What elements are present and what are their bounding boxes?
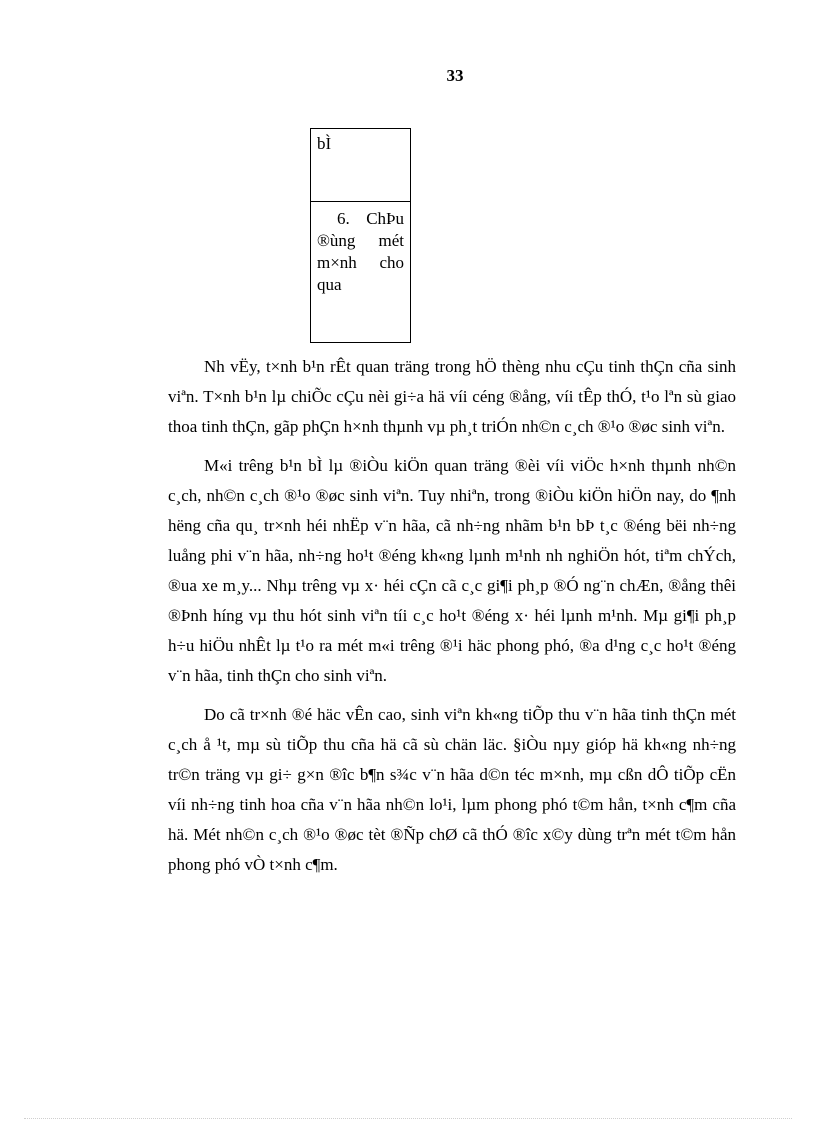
page-number: 33 — [446, 66, 464, 85]
body-text — [168, 352, 736, 889]
paragraph-3: Do cã tr×nh ®é häc vÊn cao, sinh viªn kh«ng tiÕp thu v¨n hãa tinh thÇn mét c¸ch å ¹t, mµ sù tiÕp thu cña hä cã sù chän läc. §iÒu nµy gióp hä kh«ng nh÷ng tr©n träng vµ gi÷ g×n ®îc b¶n s¾c v¨n hãa d©n téc m×nh, mµ cßn dÔ tiÕp cËn víi nh÷ng tinh hoa cña v¨n hãa nh©n lo¹i, lµm phong phó t©m hån, t×nh c¶m cña hä. Mét nh©n c¸ch ®¹o ®øc tèt ®Ñp chØ cã thÓ ®îc x©y dùng trªn mét t©m hån phong phó vÒ t×nh c¶m. — [168, 705, 736, 874]
footer-divider — [24, 1118, 792, 1119]
paragraph-2: M«i trêng b¹n bÌ lµ ®iÒu kiÖn quan träng ®èi víi viÖc h×nh thµnh nh©n c¸ch, nh©n c¸ch ®¹o ®øc sinh viªn. Tuy nhiªn, trong ®iÒu kiÖn hiÖn nay, do ¶nh hëng cña qu¸ tr×nh héi nhËp v¨n hãa, cã nh÷ng nhãm b¹n bÞ t¸c ®éng bëi nh÷ng luång phi v¨n hãa, nh÷ng ho¹t ®éng kh«ng lµnh m¹nh nh nghiÖn hót, tiªm chÝch, ®ua xe m¸y... Nhµ trêng vµ x· héi cÇn cã c¸c gi¶i ph¸p ®Ó ng¨n chÆn, ®ång thêi ®Þnh híng vµ thu hót sinh viªn tíi c¸c ho¹t ®éng x· héi lµnh m¹nh. Mµ gi¶i ph¸p h÷u hiÖu nhÊt lµ t¹o ra mét m«i trêng ®¹i häc phong phó, ®a d¹ng c¸c ho¹t ®éng v¨n hãa, tinh thÇn cho sinh viªn. — [168, 456, 736, 685]
table-cell-2: 6. ChÞu ®ùng mét m×nh cho qua — [317, 209, 404, 294]
paragraph-1: Nh vËy, t×nh b¹n rÊt quan träng trong hÖ thèng nhu cÇu tinh thÇn cña sinh viªn. T×nh b¹n lµ chiÕc cÇu nèi gi÷a hä víi céng ®ång, víi tÊp thÓ, t¹o lªn sù giao thoa tinh thÇn, gãp phÇn h×nh thµnh vµ ph¸t triÓn nh©n c¸ch ®¹o ®øc sinh viªn. — [168, 357, 736, 436]
table-cell-1: bÌ — [311, 129, 410, 202]
table-fragment — [310, 128, 411, 343]
